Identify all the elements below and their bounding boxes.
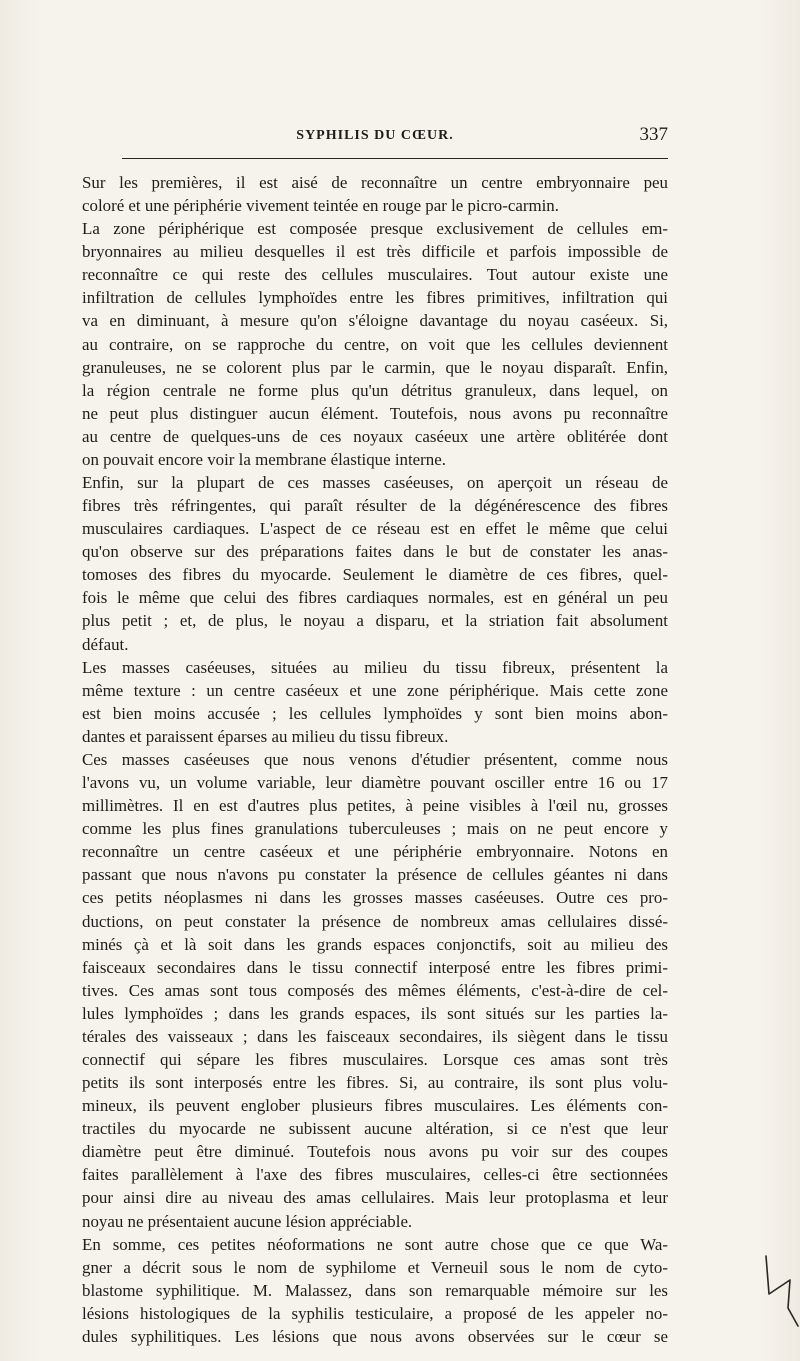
text-line: Enfin, sur la plupart de ces masses caséeuses, on aperçoit un réseau de xyxy=(82,473,668,493)
text-line: pour ainsi dire au niveau des amas cellulaires. Mais leur protoplasma et leur xyxy=(82,1188,668,1208)
text-line: reconnaître un centre caséeux et une périphérie embryonnaire. Notons en xyxy=(82,842,668,862)
text-line: même texture : un centre caséeux et une zone périphérique. Mais cette zone xyxy=(82,680,668,700)
text-line: va en diminuant, à mesure qu'on s'éloigne davantage du noyau caséeux. Si, xyxy=(82,311,668,331)
text-line: tractiles du myocarde ne subissent aucune altération, si ce n'est que leur xyxy=(82,1119,668,1139)
text-line: qu'on observe sur des préparations faites dans le but de constater les anas- xyxy=(82,542,668,562)
text-line: Sur les premières, il est aisé de reconnaître un centre embryonnaire peu xyxy=(82,173,668,192)
running-title: SYPHILIS DU CŒUR. xyxy=(296,128,454,143)
text-line: passant que nous n'avons pu constater la présence de cellules géantes ni dans xyxy=(82,865,668,885)
page-header xyxy=(82,118,668,148)
text-line: tives. Ces amas sont tous composés des mêmes éléments, c'est-à-dire de cel- xyxy=(82,980,668,1000)
text-line: lésions histologiques de la syphilis testiculaire, a proposé de les appeler no- xyxy=(82,1303,668,1323)
text-line: faites parallèlement à l'axe des fibres musculaires, celles-ci être sectionnées xyxy=(82,1165,668,1185)
text-line: En somme, ces petites néoformations ne sont autre chose que ce que Wa- xyxy=(82,1234,668,1254)
text-line: diamètre peut être diminué. Toutefois nous avons pu voir sur des coupes xyxy=(82,1142,668,1162)
text-line: au centre de quelques-uns de ces noyaux caséeux une artère oblitérée dont xyxy=(82,426,668,446)
text-line: connectif qui sépare les fibres musculaires. Lorsque ces amas sont très xyxy=(82,1049,668,1069)
text-line: l'avons vu, un volume variable, leur diamètre pouvant osciller entre 16 ou 17 xyxy=(82,773,668,793)
text-line: gner a décrit sous le nom de syphilome et Verneuil sous le nom de cyto- xyxy=(82,1257,668,1277)
text-line: La zone périphérique est composée presque exclusivement de cellules em- xyxy=(82,219,668,239)
text-line: blastome syphilitique. M. Malassez, dans son remarquable mémoire sur les xyxy=(82,1280,668,1300)
text-line: défaut. xyxy=(82,634,129,654)
text-line: ne peut plus distinguer aucun élément. Toutefois, nous avons pu reconnaître xyxy=(82,403,668,423)
text-line: ductions, on peut constater la présence de nombreux amas cellulaires dissé- xyxy=(82,911,668,931)
text-line: granuleuses, ne se colorent plus par le carmin, que le noyau disparaît. Enfin, xyxy=(82,357,668,377)
text-line: comme les plus fines granulations tuberculeuses ; mais on ne peut encore y xyxy=(82,819,668,839)
text-line: petits ils sont interposés entre les fibres. Si, au contraire, ils sont plus volu- xyxy=(82,1073,668,1093)
text-line: la région centrale ne forme plus qu'un détritus granuleux, dans lequel, on xyxy=(82,380,668,400)
text-line: fibres très réfringentes, qui paraît résulter de la dégénérescence des fibres xyxy=(82,496,668,516)
text-line: fois le même que celui des fibres cardiaques normales, est en général un peu xyxy=(82,588,668,608)
text-line: coloré et une périphérie vivement teintée en rouge par le picro-carmin. xyxy=(82,196,559,216)
text-line: noyau ne présentaient aucune lésion appréciable. xyxy=(82,1211,413,1231)
page-number: 337 xyxy=(639,124,668,145)
margin-pencil-mark xyxy=(760,1250,800,1330)
text-line: au contraire, on se rapproche du centre, on voit que les cellules deviennent xyxy=(82,334,668,354)
text-line: est bien moins accusée ; les cellules lymphoïdes y sont bien moins abon- xyxy=(82,703,668,723)
text-line: faisceaux secondaires dans le tissu connectif interposé entre les fibres primi- xyxy=(82,957,668,977)
text-line: mineux, ils peuvent englober plusieurs fibres musculaires. Les éléments con- xyxy=(82,1096,668,1116)
text-line: on pouvait encore voir la membrane élastique interne. xyxy=(82,449,446,469)
text-line: dules syphilitiques. Les lésions que nous avons observées sur le cœur se xyxy=(82,1326,668,1346)
text-line: Les masses caséeuses, situées au milieu du tissu fibreux, présentent la xyxy=(82,657,668,677)
text-line: tomoses des fibres du myocarde. Seulement le diamètre de ces fibres, quel- xyxy=(82,565,668,585)
text-line: lules lymphoïdes ; dans les grands espaces, ils sont situés sur les parties la- xyxy=(82,1003,668,1023)
text-line: dantes et paraissent éparses au milieu du tissu fibreux. xyxy=(82,726,449,746)
header-rule xyxy=(122,158,668,159)
body-text xyxy=(82,171,668,1348)
text-line: térales des vaisseaux ; dans les faisceaux secondaires, ils siègent dans le tissu xyxy=(82,1026,668,1046)
text-line: minés çà et là soit dans les grands espaces conjonctifs, soit au milieu des xyxy=(82,934,668,954)
text-line: reconnaître ce qui reste des cellules musculaires. Tout autour existe une xyxy=(82,265,668,285)
text-line: millimètres. Il en est d'autres plus petites, à peine visibles à l'œil nu, grosses xyxy=(82,796,668,816)
text-line: musculaires cardiaques. L'aspect de ce réseau est en effet le même que celui xyxy=(82,519,668,539)
text-line: bryonnaires au milieu desquelles il est très difficile et parfois impossible de xyxy=(82,242,668,262)
text-line: ces petits néoplasmes ni dans les grosses masses caséeuses. Outre ces pro- xyxy=(82,888,668,908)
text-line: infiltration de cellules lymphoïdes entre les fibres primitives, infiltration qui xyxy=(82,288,668,308)
text-line: plus petit ; et, de plus, le noyau a disparu, et la striation fait absolument xyxy=(82,611,668,631)
text-line: Ces masses caséeuses que nous venons d'étudier présentent, comme nous xyxy=(82,749,668,769)
